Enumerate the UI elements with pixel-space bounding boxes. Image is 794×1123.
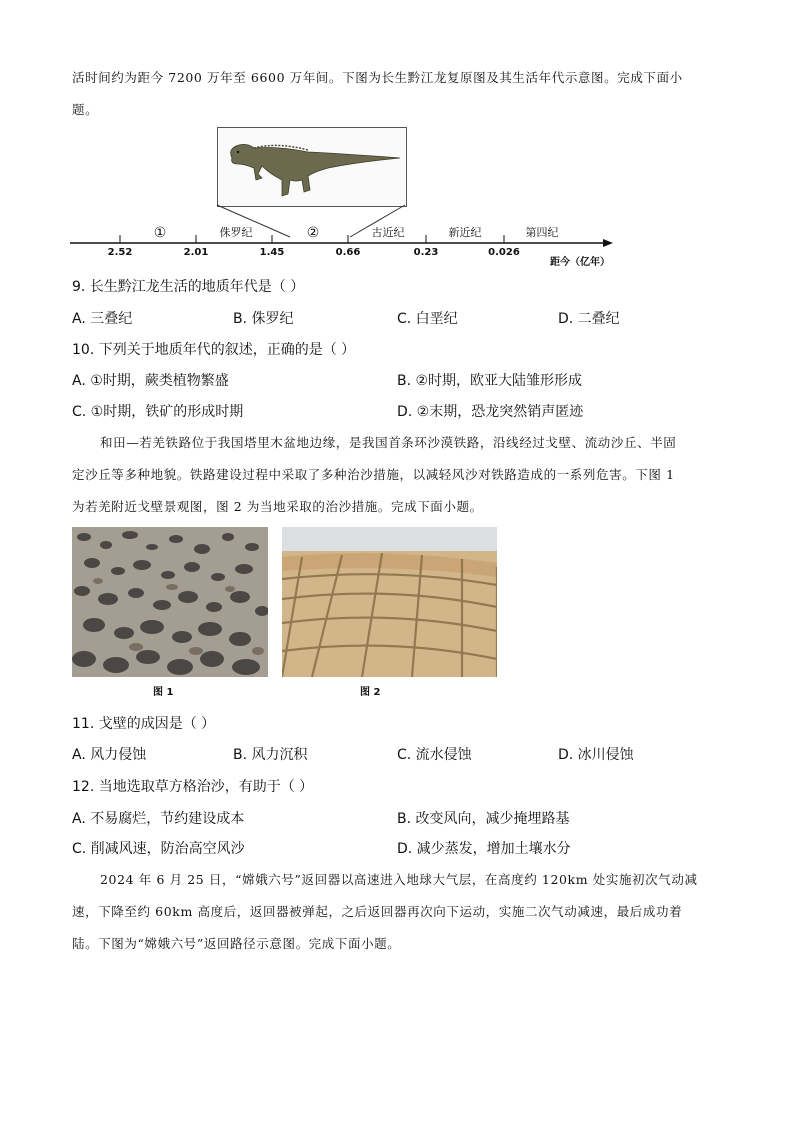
question-9-stem: 9. 长生黔江龙生活的地质年代是（ ） [72, 279, 305, 295]
question-10-stem: 10. 下列关于地质年代的叙述，正确的是（ ） [72, 342, 356, 358]
question-11-option-d[interactable]: D. 冰川侵蚀 [558, 747, 634, 763]
dinosaur-illustration [217, 127, 407, 207]
tick-label: 0.23 [413, 247, 439, 258]
passage-3-line-1: 2024 年 6 月 25 日，“嫦娥六号”返回器以高速进入地球大气层，在高度约 120km 处实施初次气动减 [100, 872, 698, 887]
passage-3-line-3: 陆。下图为“嫦娥六号”返回路径示意图。完成下面小题。 [72, 936, 401, 951]
question-9-option-b[interactable]: B. 侏罗纪 [233, 311, 294, 327]
question-11-stem: 11. 戈壁的成因是（ ） [72, 716, 216, 732]
passage-3-line-2: 速，下降至约 60km 高度后，返回器被弹起，之后返回器再次向下运动，实施二次气动减速，最后成功着 [72, 904, 683, 919]
question-11-option-b[interactable]: B. 风力沉积 [233, 747, 308, 763]
question-9-option-a[interactable]: A. 三叠纪 [72, 311, 133, 327]
figure-2-caption: 图 2 [360, 687, 381, 698]
question-9-option-c[interactable]: C. 白垩纪 [397, 311, 458, 327]
question-11-option-c[interactable]: C. 流水侵蚀 [397, 747, 472, 763]
figure-1-gobi-photo [72, 527, 268, 677]
geologic-timeline [60, 200, 620, 272]
question-12-option-b[interactable]: B. 改变风向，减少掩埋路基 [397, 811, 570, 827]
period-label: 古近纪 [371, 226, 405, 239]
period-label: 新近纪 [448, 226, 482, 239]
gravel-texture [72, 527, 268, 677]
timeline-arrow [603, 239, 613, 247]
period-label: ② [306, 225, 320, 241]
tick-label: 2.01 [183, 247, 209, 258]
period-label: 侏罗纪 [219, 226, 253, 239]
question-10-option-d[interactable]: D. ②末期，恐龙突然销声匿迹 [397, 404, 584, 420]
tick-label: 0.026 [488, 247, 520, 258]
question-10-option-c[interactable]: C. ①时期，铁矿的形成时期 [72, 404, 244, 420]
period-label: 第四纪 [525, 226, 559, 239]
question-12-option-a[interactable]: A. 不易腐烂，节约建设成本 [72, 811, 245, 827]
straw-grid-texture [282, 527, 497, 677]
tick-label: 0.66 [335, 247, 361, 258]
tick-label: 2.52 [107, 247, 133, 258]
passage-2-line-1: 和田—若羌铁路位于我国塔里木盆地边缘，是我国首条环沙漠铁路，沿线经过戈壁、流动沙丘、半固 [100, 435, 677, 450]
figure-2-straw-grid-photo [282, 527, 497, 677]
question-12-stem: 12. 当地选取草方格治沙，有助于（ ） [72, 779, 314, 795]
intro-line-2: 题。 [72, 102, 99, 117]
passage-2-line-3: 为若羌附近戈壁景观图，图 2 为当地采取的治沙措施。完成下面小题。 [72, 499, 483, 514]
axis-label: 距今（亿年） [550, 257, 610, 268]
dinosaur-icon [218, 128, 406, 206]
question-9-option-d[interactable]: D. 二叠纪 [558, 311, 620, 327]
period-label: ① [153, 225, 167, 241]
question-10-option-a[interactable]: A. ①时期，蕨类植物繁盛 [72, 373, 229, 389]
question-10-option-b[interactable]: B. ②时期，欧亚大陆雏形形成 [397, 373, 583, 389]
question-12-option-d[interactable]: D. 减少蒸发，增加土壤水分 [397, 841, 571, 857]
passage-2-line-2: 定沙丘等多种地貌。铁路建设过程中采取了多种治沙措施，以减轻风沙对铁路造成的一系列危害。下图 1 [72, 467, 675, 482]
intro-line-1: 活时间约为距今 7200 万年至 6600 万年间。下图为长生黔江龙复原图及其生活年代示意图。完成下面小 [72, 70, 683, 85]
question-11-option-a[interactable]: A. 风力侵蚀 [72, 747, 147, 763]
tick-label: 1.45 [259, 247, 285, 258]
question-12-option-c[interactable]: C. 削减风速，防治高空风沙 [72, 841, 245, 857]
figure-1-caption: 图 1 [153, 687, 174, 698]
